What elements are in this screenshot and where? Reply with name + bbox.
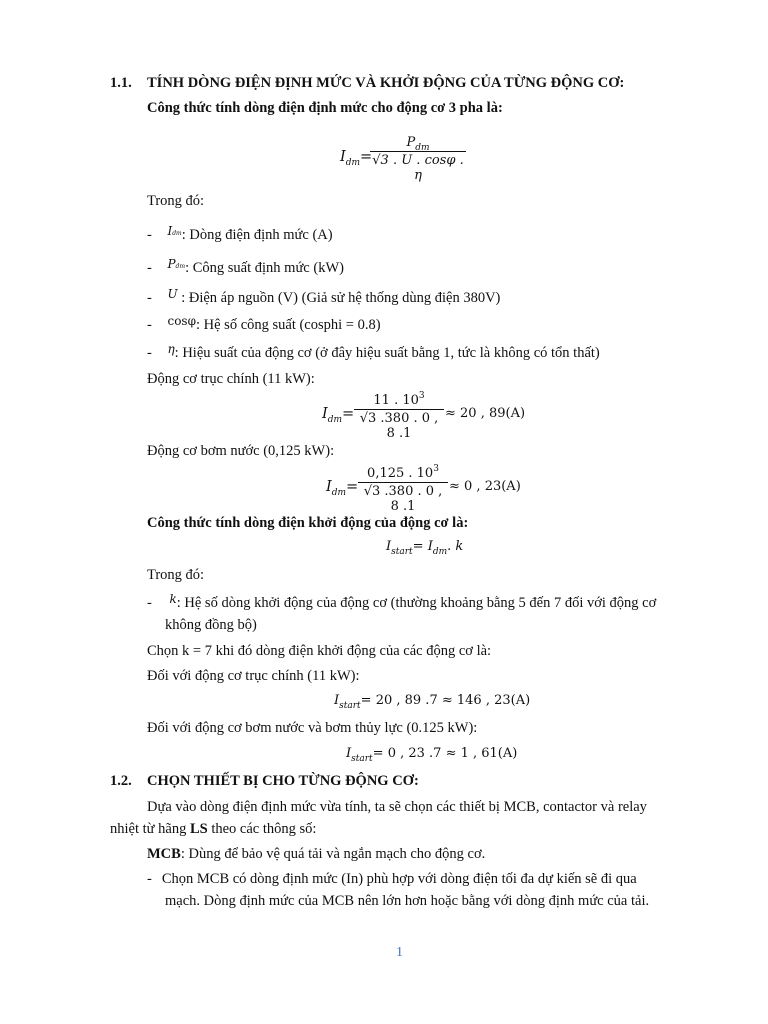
formula-heading: Công thức tính dòng điện định mức cho động cơ 3 pha là: [147,100,503,116]
symbol-cosphi: cosφ [167,314,196,328]
section-title: TÍNH DÒNG ĐIỆN ĐỊNH MỨC VÀ KHỞI ĐỘNG CỦA TỪNG ĐỘNG CƠ: [147,75,625,91]
symbol-pdm: Pdm [167,257,186,271]
motor2-result: ≈ 0 , 23(A) [449,479,521,494]
formula-denominator: √3 . U . cosφ . η [372,153,464,183]
start-current-formula: $I_{start}= I_{dm}$. k [386,539,464,557]
section-title-2: CHỌN THIẾT BỊ CHO TỪNG ĐỘNG CƠ: [147,773,419,789]
paragraph-intro: Dựa vào dòng điện định mức vừa tính, ta sẽ chọn các thiết bị MCB, contactor và relay [147,799,647,815]
start2-label: Đối với động cơ bơm nước và bơm thủy lực (0.125 kW): [147,720,478,736]
symbol-idm: Idm [167,224,182,238]
def-item-eta: - $^\eta$: Hiệu suất của động cơ (ở đây hiệu suất bằng 1, tức là không có tổn thất) [147,342,600,361]
mcb-description: MCB: Dùng để bảo vệ quá tải và ngắn mạch cho động cơ. [147,846,486,862]
section-number-2: 1.2. [110,773,132,789]
start1-label: Đối với động cơ trục chính (11 kW): [147,668,360,684]
motor2-label: Động cơ bơm nước (0,125 kW): [147,443,335,459]
start2-formula: $I_{start}= 0$ , 23 .7 ≈ 1 , 61(A) [346,746,518,764]
symbol-u: U [167,287,178,301]
mcb-label: MCB [147,846,181,862]
motor2-lhs: $I_{dm}=$ [326,479,359,498]
brand-ls: LS [189,821,208,837]
motor2-fraction [358,466,448,514]
paragraph-intro-cont: nhiệt từ hãng LS theo các thông số: [110,821,317,837]
where-label-2: Trong đó: [147,567,205,583]
bullet-mcb: - Chọn MCB có dòng định mức (In) phù hợp với dòng điện tối đa dự kiến sẽ đi qua [147,871,637,887]
def-item-cosphi: - $^{cos\varphi}$: Hệ số công suất (cosphi = 0.8) [147,314,381,333]
symbol-eta: η [167,342,175,356]
formula-numerator: $P_{dm}$ [370,135,466,152]
motor1-denominator: √3 .380 . 0 , 8 .1 [359,411,439,441]
motor1-numerator: 11 . $10^3$ [354,393,444,410]
where-label: Trong đó: [147,193,205,209]
symbol-k: k [169,592,177,606]
def-item-pdm: - $^{Pdm}$: Công suất định mức (kW) [147,257,344,276]
formula-idm-lhs: $I_{dm}=$ [340,149,373,168]
choose-k-text: Chọn k = 7 khi đó dòng điện khởi động của các động cơ là: [147,643,492,659]
formula-idm-fraction [370,135,466,183]
motor2-numerator: 0,125 . $10^3$ [358,466,448,483]
motor1-fraction [354,393,444,441]
motor1-lhs: $I_{dm}=$ [322,406,355,425]
def-item-u: - $^U$ : Điện áp nguồn (V) (Giả sử hệ thống dùng điện 380V) [147,287,501,306]
def-item-k-cont: không đồng bộ) [165,617,257,633]
page-number: 1 [396,945,403,960]
def-item-idm: - $^{Idm}$: Dòng điện định mức (A) [147,224,333,243]
start-current-heading: Công thức tính dòng điện khởi động của động cơ là: [147,515,469,531]
motor1-label: Động cơ trục chính (11 kW): [147,371,315,387]
bullet-mcb-cont: mạch. Dòng định mức của MCB nên lớn hơn hoặc bằng với dòng định mức của tải. [165,893,650,909]
motor1-result: ≈ 20 , 89(A) [445,406,526,421]
motor2-denominator: √3 .380 . 0 , 8 .1 [363,484,443,514]
section-number: 1.1. [110,75,132,91]
start1-formula: $I_{start}= 20$ , 89 .7 ≈ 146 , 23(A) [334,693,531,711]
def-item-k: - $^k$: Hệ số dòng khởi động của động cơ (thường khoảng bằng 5 đến 7 đối với động cơ [147,592,657,611]
